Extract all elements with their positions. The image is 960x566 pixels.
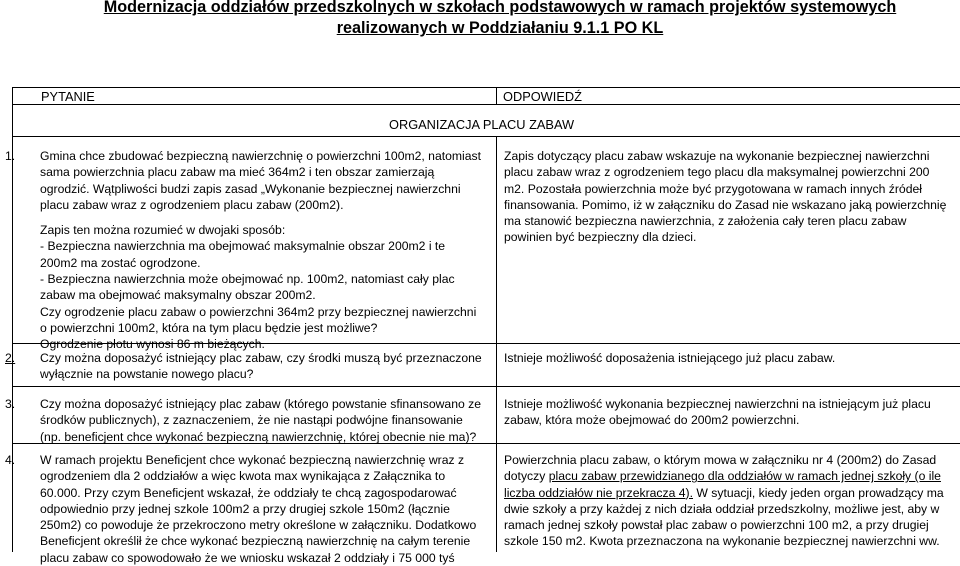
document-title — [40, 0, 960, 39]
text-line: Czy można doposażyć istniejący plac zabaw, czy środki muszą być przeznaczone — [40, 351, 482, 365]
text-line: W ramach projektu Beneficjent chce wykonać bezpieczną nawierzchnię wraz z — [40, 453, 465, 467]
text-line: finansowania. Pomimo, iż w załączniku do Zasad nie wskazano jaką powierzchnię — [504, 197, 947, 212]
text-line: placu zabaw co spowodowało że we wniosku wskazał 2 oddziały i 75 000 tyś — [40, 550, 455, 565]
row-number: 4. — [5, 453, 16, 467]
table-header-divider — [12, 104, 960, 105]
text-line: zabaw ma obejmować maksymalny obszar 200m2. — [40, 288, 316, 303]
text-line: Zapis ten można rozumieć w dwojaki sposób: — [40, 223, 286, 238]
question-4 — [40, 452, 476, 566]
column-header-answer: ODPOWIEDŹ — [503, 89, 582, 104]
answer-2 — [504, 350, 835, 366]
text-line: placu zabaw wraz z ogrodzeniem placu zabaw (200m2). — [40, 197, 344, 212]
question-1-para-1 — [40, 148, 481, 213]
text-line: - Bezpieczna nawierzchnia może obejmować np. 100m2, natomiast cały plac — [40, 272, 455, 287]
text-fragment: W sytuacji, kiedy jeden organ prowadzący ma — [693, 485, 944, 500]
section-header: ORGANIZACJA PLACU ZABAW — [389, 117, 575, 132]
text-line: ramach jednej szkoły powstał plac zabaw o powierzchni 100 m2, a przy drugiej — [504, 518, 929, 533]
table-border-top — [12, 87, 960, 88]
answer-3 — [504, 396, 931, 429]
text-line: (np. beneficjent chce wykonać bezpieczną nawierzchnię, której obecnie nie ma)? — [40, 429, 477, 444]
title-line-1: Modernizacja oddziałów przedszkolnych w szkołach podstawowych w ramach projektów systemowych — [103, 0, 897, 16]
text-line: wyłącznie na powstanie nowego placu? — [40, 367, 254, 382]
text-line: Czy ogrodzenie placu zabaw o powierzchni 364m2 przy bezpiecznej nawierzchni — [40, 304, 477, 319]
text-line: szkole 150 m2. Kwota przeznaczona na wykonanie bezpiecznej nawierzchni ww. — [504, 534, 940, 549]
text-line: Ogrodzenie płotu wynosi 86 m bieżących. — [40, 337, 265, 352]
text-line-mixed — [504, 468, 944, 484]
text-line: Powierzchnia placu zabaw, o którym mowa w załączniku nr 4 (200m2) do Zasad — [504, 453, 937, 467]
row-number: 2. — [5, 351, 16, 365]
text-fragment: dotyczy — [504, 469, 549, 484]
text-line: dwie szkoły a przy każdej z nich działa oddział przedszkolny, możliwe jest, aby w — [504, 501, 940, 516]
row-number: 3. — [5, 397, 16, 411]
text-line: ogrodzić. Wątpliwości budzi zapis zasad „Wykonanie bezpiecznej nawierzchni — [40, 181, 461, 196]
question-2 — [40, 350, 482, 383]
text-line: środków publicznych), z zaznaczeniem, że nie nastąpi podwójne finansowanie — [40, 413, 463, 428]
text-line: placu zabaw wraz z ogrodzeniem tego placu dla maksymalnej powierzchni 200 — [504, 165, 930, 180]
text-line: Zapis dotyczący placu zabaw wskazuje na wykonanie bezpiecznej nawierzchni — [504, 149, 930, 163]
answer-4 — [504, 452, 944, 550]
text-line: sama powierzchnia placu zabaw ma mieć 364m2 i ten obszar zamierzają — [40, 165, 435, 180]
text-line: Istnieje możliwość wykonania bezpiecznej nawierzchni na istniejącym już placu — [504, 397, 931, 411]
section-divider — [12, 136, 960, 137]
underlined-fragment: liczba oddziałów nie przekracza 4). — [504, 485, 693, 500]
text-line: 200m2 ma zostać ogrodzone. — [40, 255, 201, 270]
question-3 — [40, 396, 481, 445]
text-line: ma stanowić bezpieczna nawierzchnia, z założenia cały teren placu zabaw — [504, 214, 907, 229]
table-column-divider-body — [496, 136, 497, 552]
text-line: Beneficjent określił że chce wykonać bezpieczną nawierzchnię na całym terenie — [40, 534, 471, 549]
text-line: odpowiednio przy jednej szkole 100m2 a przy drugiej szkole 150m2 (łącznie — [40, 501, 450, 516]
underlined-fragment: placu zabaw przewidzianego dla oddziałów w ramach jednej szkoły (o ile — [548, 469, 941, 484]
text-line: o powierzchni 100m2, która na tym placu będzie jest możliwe? — [40, 320, 378, 335]
title-line-2: realizowanych w Poddziałaniu 9.1.1 PO KL — [336, 19, 664, 37]
text-line-mixed — [504, 485, 944, 501]
row-divider-3 — [12, 386, 960, 387]
text-line: Gmina chce zbudować bezpieczną nawierzchnię o powierzchni 100m2, natomiast — [40, 149, 482, 163]
text-line: Czy można doposażyć istniejący plac zabaw (którego powstanie sfinansowano ze — [40, 397, 482, 411]
table-column-divider — [496, 87, 497, 104]
text-line: powinien być bezpieczny dla dzieci. — [504, 230, 697, 245]
text-line: Istnieje możliwość doposażenia istniejącego już placu zabaw. — [504, 351, 836, 365]
text-line: zabaw, która może obejmować do 200m2 powierzchni. — [504, 413, 800, 428]
text-line: 250m2) co powoduje że przekroczono metry określone w załączniku. Dodatkowo — [40, 518, 477, 533]
row-number: 1. — [5, 149, 16, 163]
text-line: 60.000. Przy czym Beneficjent wskazał, że oddziały te chcą zagospodarować — [40, 485, 457, 500]
column-header-question: PYTANIE — [41, 89, 95, 104]
text-line: ogrodzeniem dla 2 oddziałów a więc kwota max wynikająca z Załącznika to — [40, 469, 446, 484]
text-line: m2. Pozostała powierzchnia może być przygotowana w ramach innych źródeł — [504, 181, 922, 196]
question-1-para-2 — [40, 222, 481, 352]
text-line: - Bezpieczna nawierzchnia ma obejmować maksymalnie obszar 200m2 i te — [40, 239, 446, 254]
question-1 — [40, 148, 481, 362]
answer-1 — [504, 148, 946, 246]
